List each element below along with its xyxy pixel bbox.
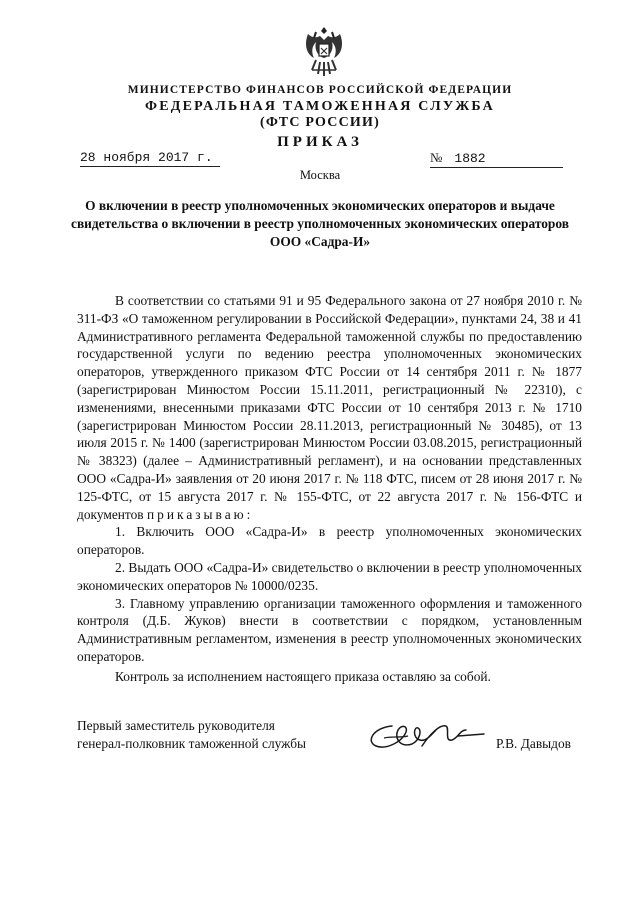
- position-line-2: генерал-полковник таможенной службы: [77, 736, 307, 751]
- number-sign: №: [430, 150, 443, 165]
- document-type: ПРИКАЗ: [277, 134, 363, 150]
- order-city: Москва: [299, 168, 341, 182]
- order-item-2: 2. Выдать ООО «Садра-И» свидетельство о включении в реестр уполномоченных экономических операторов № 10000/0235.: [77, 559, 582, 593]
- coat-of-arms-icon: [302, 24, 346, 80]
- handwritten-signature: [362, 716, 486, 756]
- number-value: 1882: [454, 151, 486, 166]
- order-title: О включении в реестр уполномоченных экономических операторов и выдаче свидетельства о включении в реестр уполномоченных экономических операторов ООО «Садра-И»: [71, 198, 569, 249]
- order-number: [430, 150, 563, 168]
- service-name: ФЕДЕРАЛЬНАЯ ТАМОЖЕННАЯ СЛУЖБА: [145, 99, 495, 114]
- order-date: 28 ноября 2017 г.: [80, 150, 220, 167]
- order-item-3: 3. Главному управлению организации таможенного оформления и таможенного контроля (Д.Б. Жуков) внести в соответствии с порядком, установленным Административным регламентом, изменения в реестр уполномоченных экономических операторов.: [77, 595, 582, 664]
- signatory-name: Р.В. Давыдов: [496, 736, 571, 751]
- order-item-1: 1. Включить ООО «Садра-И» в реестр уполномоченных экономических операторов.: [77, 524, 582, 558]
- service-abbreviation: (ФТС РОССИИ): [260, 115, 380, 130]
- ministry-name: МИНИСТЕРСТВО ФИНАНСОВ РОССИЙСКОЙ ФЕДЕРАЦИИ: [127, 84, 513, 96]
- order-word: приказываю:: [146, 506, 254, 522]
- position-line-1: Первый заместитель руководителя: [77, 718, 275, 733]
- signatory-position: [77, 717, 306, 753]
- preamble-paragraph: [77, 292, 582, 523]
- order-body: [77, 292, 582, 666]
- preamble-text: В соответствии со статьями 91 и 95 Федерального закона от 27 ноября 2010 г. № 311-ФЗ «О таможенном регулировании в Российской Федерации», пунктами 24, 38 и 41 Административного регламента Федеральной таможенной службы по предоставлению государственной услуги по ведению реестра уполномоченных экономических операторов, утвержденного приказом ФТС России от 14 сентября 2011 г. № 1877 (зарегистрирован Минюстом России 15.11.2011, регистрационный № 22310), с изменениями, внесенными приказами ФТС России от 10 сентября 2013 г. № 1710 (зарегистрирован Минюстом России 28.11.2013, регистрационный № 30485), от 13 июля 2015 г. № 1400 (зарегистрирован Минюстом России 03.08.2015, регистрационный № 38323) (далее – Административный регламент), и на основании представленных ООО «Садра-И» заявления от 20 июня 2017 г. № 118 ФТС, писем от 28 июня 2017 г. № 125-ФТС, от 15 августа 2017 г. № 155-ФТС, от 22 августа 2017 г. № 156-ФТС и документов: [77, 293, 582, 522]
- control-paragraph: Контроль за исполнением настоящего приказа оставляю за собой.: [115, 669, 491, 684]
